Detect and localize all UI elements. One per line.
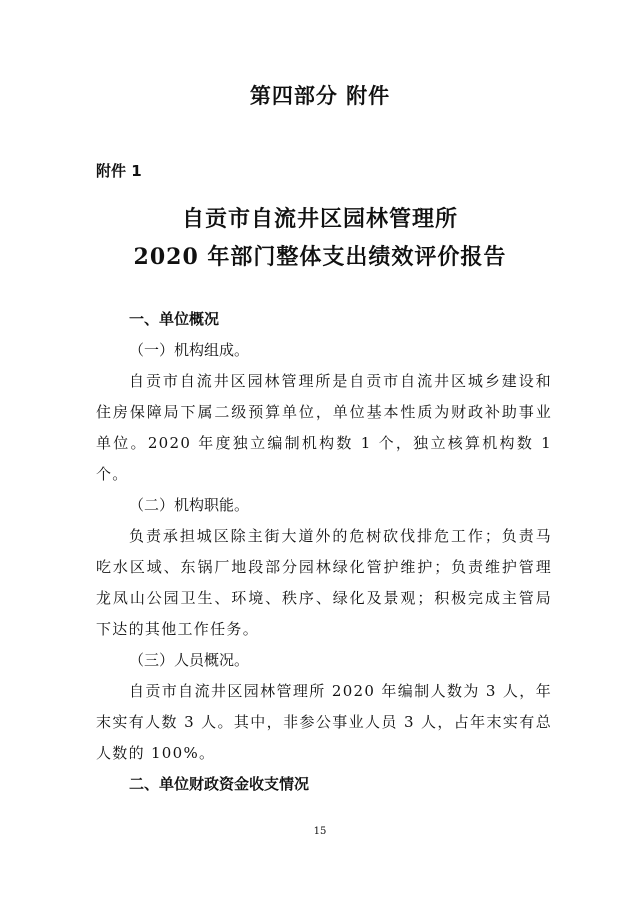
subsection-heading-organization: （一）机构组成。 [129, 341, 250, 359]
subsection-heading-personnel: （三）人员概况。 [129, 651, 250, 669]
paragraph-organization: 自贡市自流井区园林管理所是自贡市自流井区城乡建设和住房保障局下属二级预算单位，单位基本性质为财政补助事业单位。2020 年度独立编制机构数 1 个，独立核算机构数 1 个。 [96, 372, 552, 483]
section-heading-unit-overview: 一、单位概况 [129, 310, 220, 328]
page-number: 15 [313, 826, 327, 837]
paragraph-personnel: 自贡市自流井区园林管理所 2020 年编制人数为 3 人，年末实有人数 3 人。其中，非参公事业人员 3 人，占年末实有总人数的 100%。 [96, 682, 552, 762]
report-title-line1: 自贡市自流井区园林管理所 [181, 206, 458, 232]
section-heading-finance: 二、单位财政资金收支情况 [129, 775, 310, 793]
report-title-line2: 2020 年部门整体支出绩效评价报告 [133, 244, 507, 270]
report-body [96, 304, 552, 800]
subsection-heading-functions: （二）机构职能。 [129, 496, 250, 514]
paragraph-functions: 负责承担城区除主街大道外的危树砍伐排危工作；负责马吃水区域、东锅厂地段部分园林绿化管护维护；负责维护管理龙凤山公园卫生、环境、秩序、绿化及景观；积极完成主管局下达的其他工作任务。 [96, 527, 552, 638]
attachment-label: 附件 1 [96, 162, 142, 180]
part-title: 第四部分 附件 [249, 84, 391, 108]
